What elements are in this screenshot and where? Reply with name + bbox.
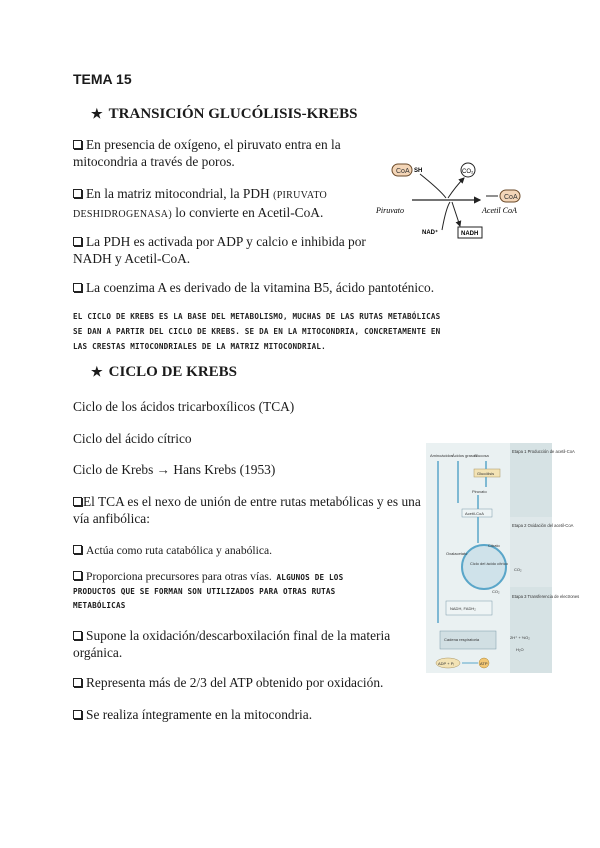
item-text: En la matriz mitocondrial, la PDH	[86, 186, 274, 201]
list-item	[73, 279, 453, 296]
paragraph-line: EL CICLO DE KREBS ES LA BASE DEL METABOLISMO, MUCHAS DE LAS RUTAS METABÓLICAS	[73, 312, 441, 321]
etapa3-label: Etapa 3 Transferencia de electrones	[512, 594, 580, 599]
fig-label: CO₂	[492, 589, 500, 594]
list-item	[73, 136, 373, 170]
list-item	[73, 570, 423, 612]
paragraph-line: SE DAN A PARTIR DEL CICLO DE KREBS. SE DA EN LA MITOCONDRIA, CONCRETAMENTE EN	[73, 327, 441, 336]
sh-label: SH	[414, 168, 423, 174]
item-text: orgánica.	[73, 645, 123, 660]
text-line: Ciclo de Krebs → Hans Krebs (1953)	[73, 462, 276, 477]
section-title-ciclo	[91, 364, 237, 381]
item-text: Proporciona precursores para otras vías.	[86, 570, 272, 583]
pdh-reaction-diagram	[370, 150, 530, 242]
fig-label: Acetil-CoA	[465, 511, 484, 516]
fig-label: Oxalacetato	[446, 551, 468, 556]
fig-label: NADH, FADH₂	[450, 606, 476, 611]
list-item	[73, 706, 312, 723]
checkbox-icon	[73, 545, 82, 554]
item-text: Actúa como ruta catabólica y anabólica.	[86, 544, 273, 557]
page-title: TEMA 15	[73, 71, 132, 87]
text-line: Ciclo del ácido cítrico	[73, 431, 192, 446]
checkbox-icon	[73, 283, 82, 292]
co2-label: CO₂	[462, 169, 474, 175]
checkbox-icon	[73, 189, 82, 198]
fig-label: 2H⁺ + ½O₂	[510, 635, 530, 640]
fig-label: ADP + Pᵢ	[438, 661, 455, 666]
nadh-label: NADH	[461, 231, 479, 237]
fig-label: Cadena respiratoria	[444, 637, 480, 642]
item-text: METABÓLICAS	[73, 601, 126, 610]
etapa2-label: Etapa 2 Oxidación del acetil-CoA	[512, 523, 574, 528]
section-title-text: TRANSICIÓN GLUCÓLISIS-KREBS	[108, 106, 358, 122]
fig-label: Ácidos grasos	[452, 453, 478, 458]
item-text: Se realiza íntegramente en la mitocondria.	[86, 707, 313, 722]
piruvato-label: Piruvato	[376, 206, 404, 215]
coa-label: CoA	[396, 168, 410, 175]
text-line: Ciclo de los ácidos tricarboxílicos (TCA)	[73, 399, 295, 414]
coa-label: CoA	[504, 194, 518, 201]
checkbox-icon	[73, 497, 82, 506]
fig-label: Glucosa	[474, 453, 489, 458]
item-text: La PDH es activada por ADP y calcio e inhibida por	[86, 234, 366, 249]
checkbox-icon	[73, 710, 82, 719]
star-icon: ★	[91, 106, 103, 121]
fig-label: CO₂	[514, 567, 522, 572]
item-text: vía anfibólica:	[73, 511, 150, 526]
list-item	[73, 674, 383, 691]
list-item	[73, 542, 272, 559]
section-title-transicion	[91, 106, 357, 123]
item-text: Supone la oxidación/descarboxilación final de la materia	[86, 628, 391, 643]
krebs-paragraph	[73, 309, 543, 354]
fig-label: Glucólisis	[477, 471, 495, 476]
item-text: (PIRUVATO	[273, 190, 328, 201]
fig-label: H₂O	[516, 647, 524, 652]
fig-label: Citrato	[488, 543, 500, 548]
etapa1-label: Etapa 1 Producción de acetil-CoA	[512, 449, 575, 454]
item-text: Representa más de 2/3 del ATP obtenido por oxidación.	[86, 675, 384, 690]
checkbox-icon	[73, 678, 82, 687]
list-item	[73, 233, 373, 267]
list-item	[73, 185, 373, 223]
item-text: ALGUNOS DE LOS	[271, 573, 344, 582]
list-item	[73, 627, 423, 661]
fig-label: Aminoácidos	[430, 453, 453, 458]
paragraph-line: LAS CRESTAS MITOCONDRIALES DE LA MATRIZ MITOCONDRIAL.	[73, 342, 326, 351]
fig-label: Piruvato	[472, 489, 487, 494]
checkbox-icon	[73, 631, 82, 640]
checkbox-icon	[73, 140, 82, 149]
checkbox-icon	[73, 571, 82, 580]
star-icon: ★	[91, 364, 103, 379]
item-text: El TCA es el nexo de unión de entre rutas metabólicas y es una	[83, 494, 421, 509]
fig-label: ATP	[480, 661, 488, 666]
fig-label: Ciclo del ácido cítrico	[470, 561, 508, 566]
checkbox-icon	[73, 237, 82, 246]
list-item	[73, 493, 423, 527]
item-text: La coenzima A es derivado de la vitamina B5, ácido pantoténico.	[86, 280, 435, 295]
item-text: lo convierte en Acetil-CoA.	[171, 205, 324, 220]
cycle-circle	[462, 545, 506, 589]
item-text: DESHIDROGENASA)	[73, 209, 172, 220]
section-title-text: CICLO DE KREBS	[108, 364, 238, 380]
acetil-coa-label: Acetil CoA	[482, 206, 517, 215]
item-text: En presencia de oxígeno, el piruvato entra en la	[86, 137, 341, 152]
item-text: mitocondria a través de poros.	[73, 154, 235, 169]
nadp-label: NAD⁺	[422, 230, 439, 236]
krebs-cycle-figure	[426, 443, 580, 673]
item-text: NADH y Acetil-CoA.	[73, 251, 191, 266]
item-text: PRODUCTOS QUE SE FORMAN SON UTILIZADOS PARA OTRAS RUTAS	[73, 587, 336, 596]
